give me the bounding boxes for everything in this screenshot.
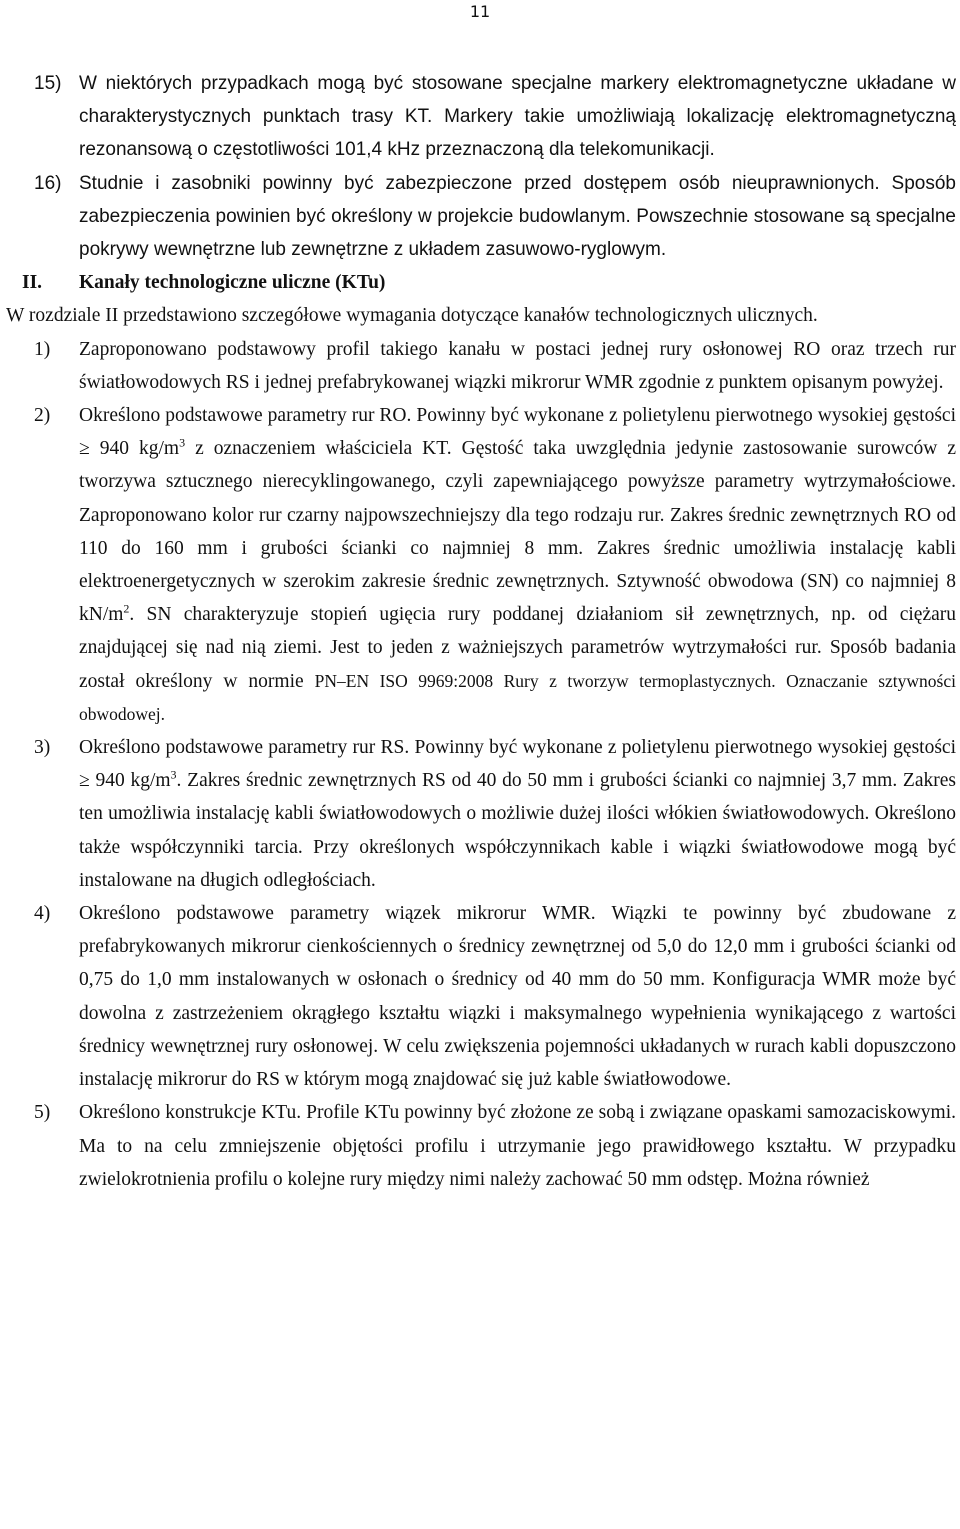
section-heading: [6, 266, 956, 299]
text-segment: 940 kg/m: [89, 438, 180, 460]
list-number: 4): [34, 903, 51, 925]
list-item-5: [6, 1096, 956, 1196]
standard-reference: PN–EN ISO 9969:2008 Rury z tworzyw termoplastycznych. Oznaczanie sztywności obwodowej.: [79, 670, 956, 724]
text-segment: z oznaczeniem właściciela KT. Gęstość taka uwzględnia jedynie zastosowanie surowców z tworzywa sztucznego nierecyklingowanego, czyli zapewniającego powyższe parametry wytrzymałościowe. Zaproponowano kolor rur czarny najpowszechniejszy dla tego rodzaju rur. Zakres średnic zewnętrznych RO od 110 do 160 mm i grubości ścianki co najmniej 8 mm. Zakres średnic umożliwia instalację kabli elektroenergetycznych w szerokim zakresie średnic zewnętrznych. Sztywność obwodowa (SN) co najmniej 8 kN/m: [79, 438, 956, 626]
section-intro: W rozdziale II przedstawiono szczegółowe wymagania dotyczące kanałów technologicznych ulicznych.: [6, 305, 818, 327]
text-segment: 940 kg/m: [89, 770, 171, 792]
text-segment: Określono podstawowe parametry rur RS. Powinny być wykonane z polietylenu pierwotnego wysokiej gęstości: [79, 737, 956, 759]
list-item-text: [79, 399, 956, 731]
list-number: 1): [34, 338, 51, 360]
superscript: 3: [179, 435, 186, 450]
list-item-text: Określono podstawowe parametry wiązek mikrorur WMR. Wiązki te powinny być zbudowane z prefabrykowanych mikrorur cienkościennych o średnicy zewnętrznej od 5,0 do 12,0 mm i grubości ścianki od 0,75 do 1,0 mm instalowanych w osłonach o średnicy od 40 mm do 50 mm. Konfiguracja WMR może być dowolna z zastrzeżeniem okrągłego kształtu wiązki i maksymalnego wypełnienia wynikającego z wartości średnicy wewnętrznej rury osłonowej. W celu zwiększenia pojemności układanych w rurach kabli dopuszczono instalację mikrorur do RS w którym mogą znajdować się już kable światłowodowe.: [79, 903, 956, 1091]
list-number: 2): [34, 405, 51, 427]
document-body: [6, 67, 956, 1196]
ge-symbol: ≥: [79, 438, 90, 460]
superscript: 3: [170, 767, 177, 782]
list-number: 3): [34, 737, 51, 759]
list-item-15: [6, 67, 956, 167]
list-item-text: Studnie i zasobniki powinny być zabezpieczone przed dostępem osób nieuprawnionych. Sposób zabezpieczenia powinien być określony w projekcie budowlanym. Powszechnie stosowane są specjalne pokrywy wewnętrzne lub zewnętrzne z układem zasuwowo-ryglowym.: [79, 172, 956, 261]
text-segment: . Zakres średnic zewnętrznych RS od 40 do 50 mm i grubości ścianki co najmniej 3,7 mm. Zakres ten umożliwia instalację kabli światłowodowych o możliwie dużej ilości włókien światłowodowych. Określono także współczynniki tarcia. Przy określonych współczynnikach kable i wiązki światłowodowe mogą być instalowane na długich odległościach.: [79, 770, 956, 891]
list-item-text: Określono konstrukcje KTu. Profile KTu powinny być złożone ze sobą i związane opaskami samozaciskowymi. Ma to na celu zmniejszenie objętości profilu i utrzymanie jego prawidłowego kształtu. W przypadku zwielokrotnienia profilu o kolejne rury między nimi należy zachować 50 mm odstęp. Można również: [79, 1102, 956, 1190]
list-item-text: W niektórych przypadkach mogą być stosowane specjalne markery elektromagnetyczne układane w charakterystycznych punktach trasy KT. Markery takie umożliwiają lokalizację elektromagnetyczną rezonansową o częstotliwości 101,4 kHz przeznaczoną dla telekomunikacji.: [79, 73, 956, 161]
list-number: 16): [34, 172, 62, 194]
list-item-1: [6, 333, 956, 399]
page-number: 11: [469, 2, 491, 21]
ge-symbol: ≥: [79, 770, 90, 792]
list-item-text: Zaproponowano podstawowy profil takiego kanału w postaci jednej rury osłonowej RO oraz trzech rur światłowodowych RS i jednej prefabrykowanej wiązki mikrorur WMR zgodnie z punktem opisanym powyżej.: [79, 338, 956, 393]
superscript: 2: [123, 601, 130, 616]
list-item-3: [6, 731, 956, 897]
list-item-2: [6, 399, 956, 731]
list-item-text: [79, 731, 956, 897]
section-title: Kanały technologiczne uliczne (KTu): [79, 272, 386, 294]
list-item-4: [6, 897, 956, 1096]
text-segment: . SN charakteryzuje stopień ugięcia rury poddanej działaniom sił zewnętrznych, np. od ciężaru znajdującej się nad nią ziemi. Jest to jeden z ważniejszych parametrów wytrzymałości rur. Sposób badania został określony w normie: [79, 604, 956, 692]
list-number: 5): [34, 1102, 51, 1124]
section-number: II.: [22, 272, 43, 294]
text-segment: Określono podstawowe parametry rur RO. Powinny być wykonane z polietylenu pierwotnego wysokiej gęstości: [79, 405, 956, 427]
list-number: 15): [34, 73, 62, 94]
list-item-16: [6, 167, 956, 267]
